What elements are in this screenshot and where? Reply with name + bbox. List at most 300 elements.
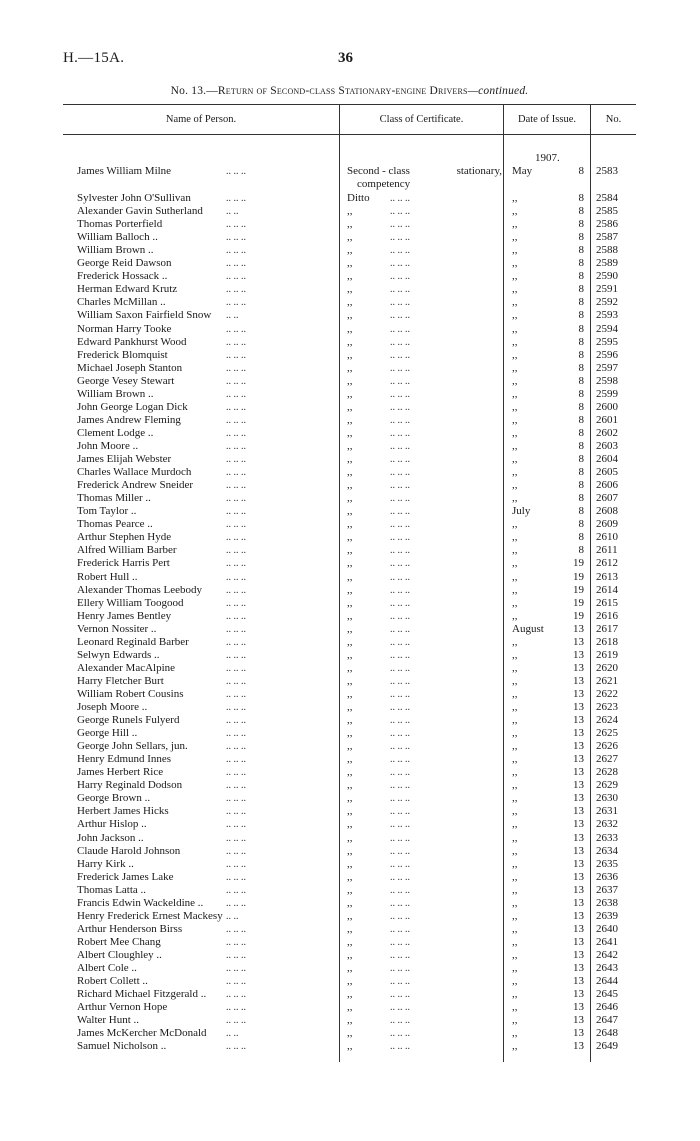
certificate-class: ,, xyxy=(347,531,353,544)
leader-dots: .. .. .. xyxy=(226,688,246,700)
table-row xyxy=(0,727,700,740)
person-name: Walter Hunt .. xyxy=(77,1014,140,1027)
column-header-class: Class of Certificate. xyxy=(379,113,464,125)
certificate-class: Ditto xyxy=(347,192,370,204)
certificate-class: ,, xyxy=(347,714,353,726)
certificate-number: 2612 xyxy=(596,557,618,570)
table-row xyxy=(0,688,700,701)
certificate-class: ,, xyxy=(347,270,353,283)
certificate-number: 2641 xyxy=(596,935,618,948)
table-row xyxy=(0,636,700,649)
table-row xyxy=(0,584,700,597)
issue-month: ,, xyxy=(512,714,518,726)
person-name: Vernon Nossiter .. xyxy=(77,622,157,635)
leader-dots: .. .. .. xyxy=(390,806,410,818)
certificate-class: ,, xyxy=(347,622,353,635)
certificate-number: 2622 xyxy=(596,687,618,700)
certificate-number: 2633 xyxy=(596,831,618,844)
certificate-class: ,, xyxy=(347,479,353,492)
person-name: Norman Harry Tooke xyxy=(77,322,172,335)
certificate-number: 2597 xyxy=(596,361,618,374)
certificate-number: 2615 xyxy=(596,596,618,609)
certificate-class: ,, xyxy=(347,909,353,922)
issue-month: ,, xyxy=(512,766,518,779)
certificate-number: 2616 xyxy=(596,609,618,622)
certificate-number: 2614 xyxy=(596,583,618,596)
leader-dots: .. .. .. xyxy=(226,166,246,177)
table-row xyxy=(0,257,700,270)
leader-dots: .. .. .. xyxy=(226,375,246,387)
issue-day: 8 xyxy=(578,205,584,218)
certificate-class: ,, xyxy=(347,844,353,857)
column-header-no: No. xyxy=(605,113,622,125)
certificate-class: ,, xyxy=(347,687,353,700)
table-row xyxy=(0,753,700,766)
certificate-number: 2631 xyxy=(596,805,618,818)
person-name: Robert Hull .. xyxy=(77,570,138,583)
issue-month: ,, xyxy=(512,231,518,244)
issue-month: May xyxy=(512,165,533,177)
leader-dots: .. .. .. xyxy=(390,454,410,465)
issue-month: ,, xyxy=(512,674,518,687)
person-name: William Balloch .. xyxy=(77,231,158,244)
leader-dots: .. .. .. xyxy=(390,845,410,857)
issue-day: 13 xyxy=(573,1040,584,1053)
certificate-class: ,, xyxy=(347,766,353,779)
leader-dots: .. .. .. xyxy=(226,297,246,309)
certificate-class: ,, xyxy=(347,309,353,322)
person-name: Henry Edmund Innes xyxy=(77,753,172,766)
leader-dots: .. .. .. xyxy=(390,1002,410,1014)
certificate-class: ,, xyxy=(347,1001,353,1014)
certificate-number: 2645 xyxy=(596,988,618,1001)
certificate-class: ,, xyxy=(347,296,353,309)
issue-day: 8 xyxy=(578,440,584,452)
issue-month: ,, xyxy=(512,988,518,1001)
page-header xyxy=(63,50,636,70)
issue-day: 8 xyxy=(578,165,584,177)
leader-dots: .. .. xyxy=(226,310,239,322)
issue-day: 13 xyxy=(573,635,584,648)
issue-month: ,, xyxy=(512,257,518,270)
table-row xyxy=(0,701,700,714)
issue-month: ,, xyxy=(512,909,518,922)
issue-month: ,, xyxy=(512,1040,518,1053)
table-row xyxy=(0,805,700,818)
issue-month: ,, xyxy=(512,922,518,935)
person-name: George Runels Fulyerd xyxy=(77,714,180,726)
leader-dots: .. .. .. xyxy=(390,336,410,348)
issue-day: 13 xyxy=(573,922,584,935)
leader-dots: .. .. .. xyxy=(390,297,410,309)
leader-dots: .. .. .. xyxy=(390,375,410,387)
certificate-number: 2634 xyxy=(596,844,618,857)
person-name: Alexander MacAlpine xyxy=(77,661,176,674)
leader-dots: .. .. .. xyxy=(226,245,246,257)
certificate-number: 2591 xyxy=(596,283,618,296)
issue-day: 13 xyxy=(573,988,584,1001)
person-name: George Vesey Stewart xyxy=(77,374,175,387)
issue-month: July xyxy=(512,505,531,518)
issue-month: ,, xyxy=(512,779,518,792)
issue-month: ,, xyxy=(512,270,518,283)
table-row xyxy=(0,218,700,231)
table-row xyxy=(0,975,700,988)
certificate-class: ,, xyxy=(347,779,353,792)
issue-month: ,, xyxy=(512,479,518,492)
issue-month: ,, xyxy=(512,374,518,387)
certificate-class: ,, xyxy=(347,948,353,961)
certificate-number: 2636 xyxy=(596,870,618,883)
certificate-class: ,, xyxy=(347,440,353,452)
certificate-class: ,, xyxy=(347,518,353,531)
certificate-number: 2599 xyxy=(596,387,618,400)
leader-dots: .. .. .. xyxy=(226,284,246,296)
person-name: Harry Kirk .. xyxy=(77,857,134,870)
leader-dots: .. .. .. xyxy=(226,532,246,544)
certificate-number: 2646 xyxy=(596,1001,618,1014)
certificate-class: ,, xyxy=(347,231,353,244)
leader-dots: .. .. .. xyxy=(226,845,246,857)
certificate-number: 2629 xyxy=(596,779,618,792)
issue-day: 13 xyxy=(573,740,584,753)
issue-month: ,, xyxy=(512,831,518,844)
certificate-class: ,, xyxy=(347,988,353,1001)
table-row xyxy=(0,649,700,662)
certificate-class: ,, xyxy=(347,792,353,805)
issue-month: ,, xyxy=(512,387,518,400)
certificate-number: 2649 xyxy=(596,1040,618,1053)
issue-day: 13 xyxy=(573,883,584,896)
table-row xyxy=(0,1014,700,1027)
certificate-class: ,, xyxy=(347,453,353,465)
leader-dots: .. .. .. xyxy=(390,884,410,896)
person-name: John Jackson .. xyxy=(77,831,144,844)
table-title xyxy=(63,85,636,97)
leader-dots: .. .. .. xyxy=(390,819,410,831)
issue-month: ,, xyxy=(512,975,518,987)
table-row xyxy=(0,571,700,584)
certificate-number: 2635 xyxy=(596,857,618,870)
leader-dots: .. .. .. xyxy=(390,1041,410,1053)
certificate-class: ,, xyxy=(347,218,353,231)
person-name: Henry Frederick Ernest Mackesy xyxy=(77,909,223,922)
person-name: George Brown .. xyxy=(77,792,151,805)
certificate-number: 2593 xyxy=(596,309,618,322)
certificate-class: ,, xyxy=(347,975,353,987)
leader-dots: .. .. .. xyxy=(390,467,410,479)
certificate-number: 2602 xyxy=(596,426,618,439)
person-name: Thomas Miller .. xyxy=(77,492,151,505)
certificate-class: ,, xyxy=(347,570,353,583)
certificate-number: 2639 xyxy=(596,909,618,922)
certificate-class: ,, xyxy=(347,283,353,296)
certificate-class: ,, xyxy=(347,400,353,413)
certificate-number: 2613 xyxy=(596,570,618,583)
issue-month: ,, xyxy=(512,740,518,753)
leader-dots: .. .. .. xyxy=(390,519,410,531)
issue-month: ,, xyxy=(512,335,518,348)
certificate-number: 2598 xyxy=(596,374,618,387)
issue-day: 8 xyxy=(578,387,584,400)
person-name: Herbert James Hicks xyxy=(77,805,169,818)
person-name: Samuel Nicholson .. xyxy=(77,1040,167,1053)
issue-day: 13 xyxy=(573,896,584,909)
certificate-number: 2617 xyxy=(596,622,618,635)
person-name: James McKercher McDonald xyxy=(77,1027,207,1040)
table-row xyxy=(0,936,700,949)
person-name: Edward Pankhurst Wood xyxy=(77,335,187,348)
issue-day: 8 xyxy=(578,544,584,557)
leader-dots: .. .. .. xyxy=(226,1002,246,1014)
certificate-number: 2648 xyxy=(596,1027,618,1040)
leader-dots: .. .. .. xyxy=(226,610,246,622)
certificate-number: 2644 xyxy=(596,975,618,987)
certificate-number: 2619 xyxy=(596,648,618,661)
certificate-class: ,, xyxy=(347,426,353,439)
leader-dots: .. .. .. xyxy=(390,1028,410,1040)
person-name: Arthur Hislop .. xyxy=(77,818,147,831)
certificate-number: 2596 xyxy=(596,348,618,361)
issue-month: ,, xyxy=(512,792,518,805)
certificate-class: ,, xyxy=(347,244,353,257)
leader-dots: .. .. .. xyxy=(390,976,410,987)
certificate-class: ,, xyxy=(347,413,353,426)
year-label: 1907. xyxy=(535,152,560,164)
issue-day: 13 xyxy=(573,701,584,713)
issue-day: 8 xyxy=(578,257,584,270)
person-name: Charles Wallace Murdoch xyxy=(77,466,192,479)
issue-day: 8 xyxy=(578,361,584,374)
leader-dots: .. .. .. xyxy=(390,897,410,909)
issue-month: ,, xyxy=(512,426,518,439)
leader-dots: .. .. .. xyxy=(226,232,246,244)
table-row xyxy=(0,388,700,401)
table-row xyxy=(0,518,700,531)
leader-dots: .. .. .. xyxy=(226,623,246,635)
certificate-number: 2604 xyxy=(596,453,618,465)
person-name: James Andrew Fleming xyxy=(77,413,181,426)
certificate-number: 2592 xyxy=(596,296,618,309)
person-name: George Hill .. xyxy=(77,727,138,740)
leader-dots: .. .. .. xyxy=(390,506,410,518)
issue-month: ,, xyxy=(512,400,518,413)
table-row xyxy=(0,1027,700,1040)
issue-day: 13 xyxy=(573,727,584,740)
table-row xyxy=(0,270,700,283)
certificate-class: ,, xyxy=(347,557,353,570)
issue-month: ,, xyxy=(512,361,518,374)
table-title-prefix: No. 13.— xyxy=(170,85,218,97)
leader-dots: .. .. .. xyxy=(390,323,410,335)
person-name: Arthur Henderson Birss xyxy=(77,922,183,935)
leader-dots: .. .. .. xyxy=(226,480,246,492)
certificate-class: ,, xyxy=(347,648,353,661)
issue-month: ,, xyxy=(512,322,518,335)
issue-day: 19 xyxy=(573,557,584,570)
table-row xyxy=(0,544,700,557)
table-row xyxy=(0,662,700,675)
issue-month: ,, xyxy=(512,648,518,661)
person-name: Clement Lodge .. xyxy=(77,426,154,439)
person-name: Harry Fletcher Burt xyxy=(77,674,164,687)
leader-dots: .. .. .. xyxy=(226,349,246,361)
issue-day: 8 xyxy=(578,244,584,257)
leader-dots: .. .. .. xyxy=(390,910,410,922)
issue-day: 13 xyxy=(573,805,584,818)
table-row xyxy=(0,897,700,910)
leader-dots: .. .. .. xyxy=(226,897,246,909)
certificate-number: 2585 xyxy=(596,205,618,218)
column-header-date: Date of Issue. xyxy=(517,113,577,125)
issue-day: 13 xyxy=(573,962,584,974)
certificate-number: 2642 xyxy=(596,948,618,961)
issue-day: 8 xyxy=(578,453,584,465)
issue-day: 8 xyxy=(578,283,584,296)
person-name: Arthur Stephen Hyde xyxy=(77,531,172,544)
leader-dots: .. .. .. xyxy=(226,662,246,674)
table-row xyxy=(0,283,700,296)
table-row xyxy=(0,923,700,936)
certificate-number: 2627 xyxy=(596,753,618,766)
certificate-number: 2640 xyxy=(596,922,618,935)
leader-dots: .. .. .. xyxy=(390,610,410,622)
issue-month: ,, xyxy=(512,557,518,570)
person-name: Albert Cole .. xyxy=(77,962,137,974)
certificate-class: ,, xyxy=(347,831,353,844)
table-row xyxy=(0,557,700,570)
leader-dots: .. .. .. xyxy=(390,349,410,361)
leader-dots: .. .. .. xyxy=(226,806,246,818)
leader-dots: .. .. .. xyxy=(390,206,410,218)
person-name: Alexander Gavin Sutherland xyxy=(77,205,203,218)
certificate-class-part2: stationary, xyxy=(456,165,502,177)
table-title-suffix: —continued. xyxy=(467,85,529,97)
leader-dots: .. .. .. xyxy=(390,558,410,570)
leader-dots: .. .. xyxy=(226,206,239,218)
leader-dots: .. .. .. xyxy=(226,493,246,505)
leader-dots: .. .. .. xyxy=(390,245,410,257)
leader-dots: .. .. .. xyxy=(226,414,246,426)
person-name: George John Sellars, jun. xyxy=(77,740,188,753)
issue-month: ,, xyxy=(512,309,518,322)
leader-dots: .. .. .. xyxy=(226,819,246,831)
issue-day: 8 xyxy=(578,400,584,413)
leader-dots: .. .. .. xyxy=(390,793,410,805)
leader-dots: .. .. .. xyxy=(390,741,410,753)
leader-dots: .. .. .. xyxy=(226,636,246,648)
certificate-class: ,, xyxy=(347,596,353,609)
certificate-number: 2630 xyxy=(596,792,618,805)
table-row xyxy=(0,779,700,792)
certificate-class-line2: competency xyxy=(357,178,411,190)
issue-day: 8 xyxy=(578,466,584,479)
issue-month: ,, xyxy=(512,440,518,452)
leader-dots: .. .. .. xyxy=(390,427,410,439)
table-row xyxy=(0,949,700,962)
leader-dots: .. .. .. xyxy=(390,989,410,1001)
leader-dots: .. .. .. xyxy=(226,362,246,374)
issue-month: ,, xyxy=(512,753,518,766)
leader-dots: .. .. .. xyxy=(390,780,410,792)
certificate-number: 2638 xyxy=(596,896,618,909)
issue-day: 13 xyxy=(573,948,584,961)
certificate-class: ,, xyxy=(347,727,353,740)
issue-day: 8 xyxy=(578,309,584,322)
person-name: Frederick Andrew Sneider xyxy=(77,479,194,492)
certificate-class: ,, xyxy=(347,361,353,374)
table-row xyxy=(0,309,700,322)
certificate-number: 2583 xyxy=(596,165,618,177)
issue-month: ,, xyxy=(512,544,518,557)
leader-dots: .. .. .. xyxy=(390,963,410,974)
table-row xyxy=(0,440,700,453)
certificate-number: 2601 xyxy=(596,413,618,426)
leader-dots: .. .. .. xyxy=(226,767,246,779)
table-row xyxy=(0,675,700,688)
table-row xyxy=(0,205,700,218)
issue-month: ,, xyxy=(512,218,518,231)
issue-day: 19 xyxy=(573,570,584,583)
table-row xyxy=(0,740,700,753)
person-name: James Herbert Rice xyxy=(77,766,164,779)
issue-day: 13 xyxy=(573,1014,584,1027)
leader-dots: .. .. .. xyxy=(226,675,246,687)
certificate-class: ,, xyxy=(347,818,353,831)
leader-dots: .. .. .. xyxy=(390,728,410,740)
table-row xyxy=(0,858,700,871)
person-name: Thomas Pearce .. xyxy=(77,518,153,531)
issue-month: ,, xyxy=(512,348,518,361)
leader-dots: .. .. .. xyxy=(226,1041,246,1053)
table-row xyxy=(0,336,700,349)
issue-day: 19 xyxy=(573,596,584,609)
issue-day: 19 xyxy=(573,583,584,596)
leader-dots: .. .. .. xyxy=(226,649,246,661)
certificate-class: ,, xyxy=(347,661,353,674)
table-row xyxy=(0,962,700,975)
person-name: James William Milne xyxy=(77,165,172,177)
certificate-class: ,, xyxy=(347,674,353,687)
certificate-number: 2588 xyxy=(596,244,618,257)
issue-day: 13 xyxy=(573,1027,584,1040)
leader-dots: .. .. .. xyxy=(226,258,246,270)
leader-dots: .. .. .. xyxy=(226,506,246,518)
issue-month: ,, xyxy=(512,466,518,479)
table-row xyxy=(0,884,700,897)
leader-dots: .. .. .. xyxy=(390,493,410,505)
certificate-number: 2584 xyxy=(596,192,618,204)
leader-dots: .. .. .. xyxy=(226,219,246,231)
leader-dots: .. .. .. xyxy=(226,336,246,348)
issue-month: ,, xyxy=(512,661,518,674)
issue-month: ,, xyxy=(512,870,518,883)
leader-dots: .. .. .. xyxy=(226,858,246,870)
certificate-number: 2628 xyxy=(596,766,618,779)
issue-month: ,, xyxy=(512,896,518,909)
certificate-number: 2637 xyxy=(596,883,618,896)
certificate-number: 2606 xyxy=(596,479,618,492)
leader-dots: .. .. .. xyxy=(226,976,246,987)
certificate-number: 2618 xyxy=(596,635,618,648)
table-row xyxy=(0,792,700,805)
certificate-class: ,, xyxy=(347,583,353,596)
table-row xyxy=(0,349,700,362)
leader-dots: .. .. .. xyxy=(226,454,246,465)
certificate-class: ,, xyxy=(347,387,353,400)
certificate-class: ,, xyxy=(347,348,353,361)
certificate-class: ,, xyxy=(347,609,353,622)
